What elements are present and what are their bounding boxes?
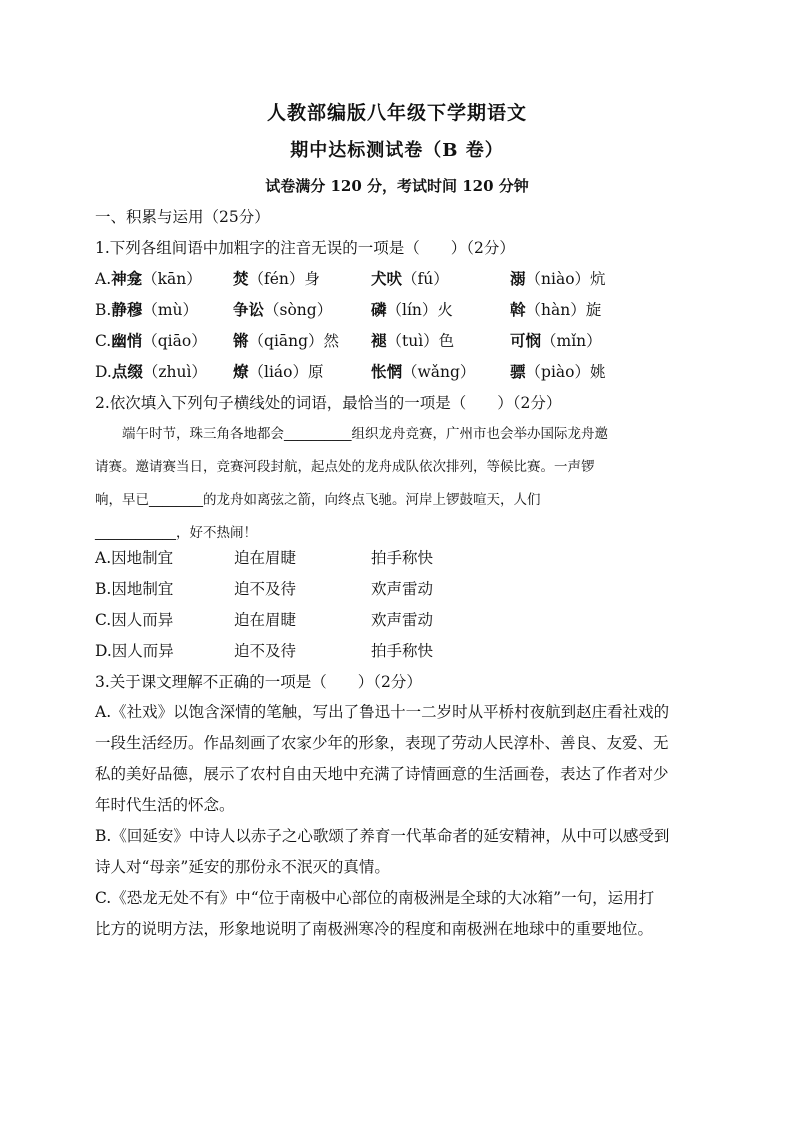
exam-info: 试卷满分 120 分，考试时间 120 分钟 <box>265 177 529 195</box>
q1-a-2: 焚（fén）身 <box>233 269 320 288</box>
q1-b-3: 磷（lín）火 <box>371 300 453 319</box>
question-1-stem: 1.下列各组间语中加粗字的注音无误的一项是（ ）（2分） <box>95 239 515 257</box>
q1-b-4: 斡（hàn）旋 <box>510 300 602 319</box>
q1-d-1: D.点缀（zhuì） <box>95 362 207 381</box>
q1-c-4: 可悯（mǐn） <box>510 331 602 350</box>
q1-b-1: B.静穆（mù） <box>95 300 199 319</box>
q1-d-3: 怅惘（wǎng） <box>371 362 476 381</box>
page-subtitle: 期中达标测试卷（B 卷） <box>290 140 504 161</box>
passage-line: ____________，好不热闹！ <box>95 525 257 541</box>
q1-a-1: A.神龛（kān） <box>95 269 202 288</box>
q2-passage <box>95 418 695 550</box>
q1-c-3: 褪（tuì）色 <box>371 331 455 350</box>
passage-line: 请赛。邀请赛当日，竞赛河段封航，起点处的龙舟成队依次排列，等候比赛。一声锣 <box>95 459 595 475</box>
question-2-stem: 2.依次填入下列句子横线处的词语，最恰当的一项是（ ）（2分） <box>95 394 562 412</box>
passage-line: 响，早已________的龙舟如离弦之箭，向终点飞驰。河岸上锣鼓喧天，人们 <box>95 492 541 508</box>
q3-option-b: B.《回延安》中诗人以赤子之心歌颂了养育一代革命者的延安精神，从中可以感受到 诗人对“母亲”延安的那份永不泯灭的真情。 <box>95 827 670 876</box>
exam-page: 人教部编版八年级下学期语文 期中达标测试卷（B 卷） 试卷满分 120 分，考试时间 120 分钟 一、积累与运用（25分） 1.下列各组间语中加粗字的注音无误的一项是（ ）（2分） A.神龛（kān） 焚（fén）身 犬吠（fú） 溺（niào）炕 B.静穆（mù） 争讼（sòng） 磷（lín）火 斡（hàn）旋 C.幽悄（qiāo） 锵（qiāng）然 褪（tuì）色 可悯（mǐn） D.点缀（zhuì） 燎（liáo）原 怅惘（wǎng） 骠（piào）姚 2.依次填入下列句子横线处的词语，最恰当的一项是（ ）（2分） 端午时节，珠三角各地都会__________组织龙舟竞赛，广州市也会举办国际龙舟邀 请赛。邀请赛当日，竞赛河段封航，起点处的龙舟成队依次排列，等候比赛。一声锣 响，早已________的龙舟如离弦之箭，向终点飞驰。河岸上锣鼓喧天，人们 ____________，好不热闹！ A.因地制宜 迫在眉睫 拍手称快 B.因地制宜 迫不及待 欢声雷动 C.因人而异 迫在眉睫 欢声雷动 D.因人而异 迫不及待 拍手称快 3.关于课文理解不正确的一项是（ ）（2分） A.《社戏》以饱含深情的笔触，写出了鲁迅十一二岁时从平桥村夜航到赵庄看社戏的 一段生活经历。作品刻画了农家少年的形象，表现了劳动人民淳朴、善良、友爱、无 私的美好品德，展示了农村自由天地中充满了诗情画意的生活画卷，表达了作者对少 年时代生活的怀念。 B.《回延安》中诗人以赤子之心歌颂了养育一代革命者的延安精神，从中可以感受到 诗人对“母亲”延安的那份永不泯灭的真情。 C.《恐龙无处不有》中“位于南极中心部位的南极洲是全球的大冰箱”一句，运用打 比方的说明方法，形象地说明了南极洲寒冷的程度和南极洲在地球中的重要地位。 <box>0 0 794 1123</box>
q1-c-2: 锵（qiāng）然 <box>233 331 340 350</box>
question-3-stem: 3.关于课文理解不正确的一项是（ ）（2分） <box>95 673 422 691</box>
q1-d-2: 燎（liáo）原 <box>233 362 324 381</box>
q1-d-4: 骠（piào）姚 <box>510 362 606 381</box>
page-title: 人教部编版八年级下学期语文 <box>266 102 527 124</box>
passage-line: 端午时节，珠三角各地都会__________组织龙舟竞赛，广州市也会举办国际龙舟邀 <box>95 426 608 442</box>
q3-option-c: C.《恐龙无处不有》中“位于南极中心部位的南极洲是全球的大冰箱”一句，运用打 比方的说明方法，形象地说明了南极洲寒冷的程度和南极洲在地球中的重要地位。 <box>95 889 655 938</box>
q1-a-3: 犬吠（fú） <box>371 269 449 288</box>
q1-a-4: 溺（niào）炕 <box>510 269 606 288</box>
section-heading: 一、积累与运用（25分） <box>95 208 270 226</box>
q1-c-1: C.幽悄（qiāo） <box>95 331 207 350</box>
q3-option-a: A.《社戏》以饱含深情的笔触，写出了鲁迅十一二岁时从平桥村夜航到赵庄看社戏的 一段生活经历。作品刻画了农家少年的形象，表现了劳动人民淳朴、善良、友爱、无 私的美好品德，展示了农村自由天地中充满了诗情画意的生活画卷，表达了作者对少 年时代生活的怀念。 <box>95 703 670 814</box>
q1-b-2: 争讼（sòng） <box>233 300 333 319</box>
